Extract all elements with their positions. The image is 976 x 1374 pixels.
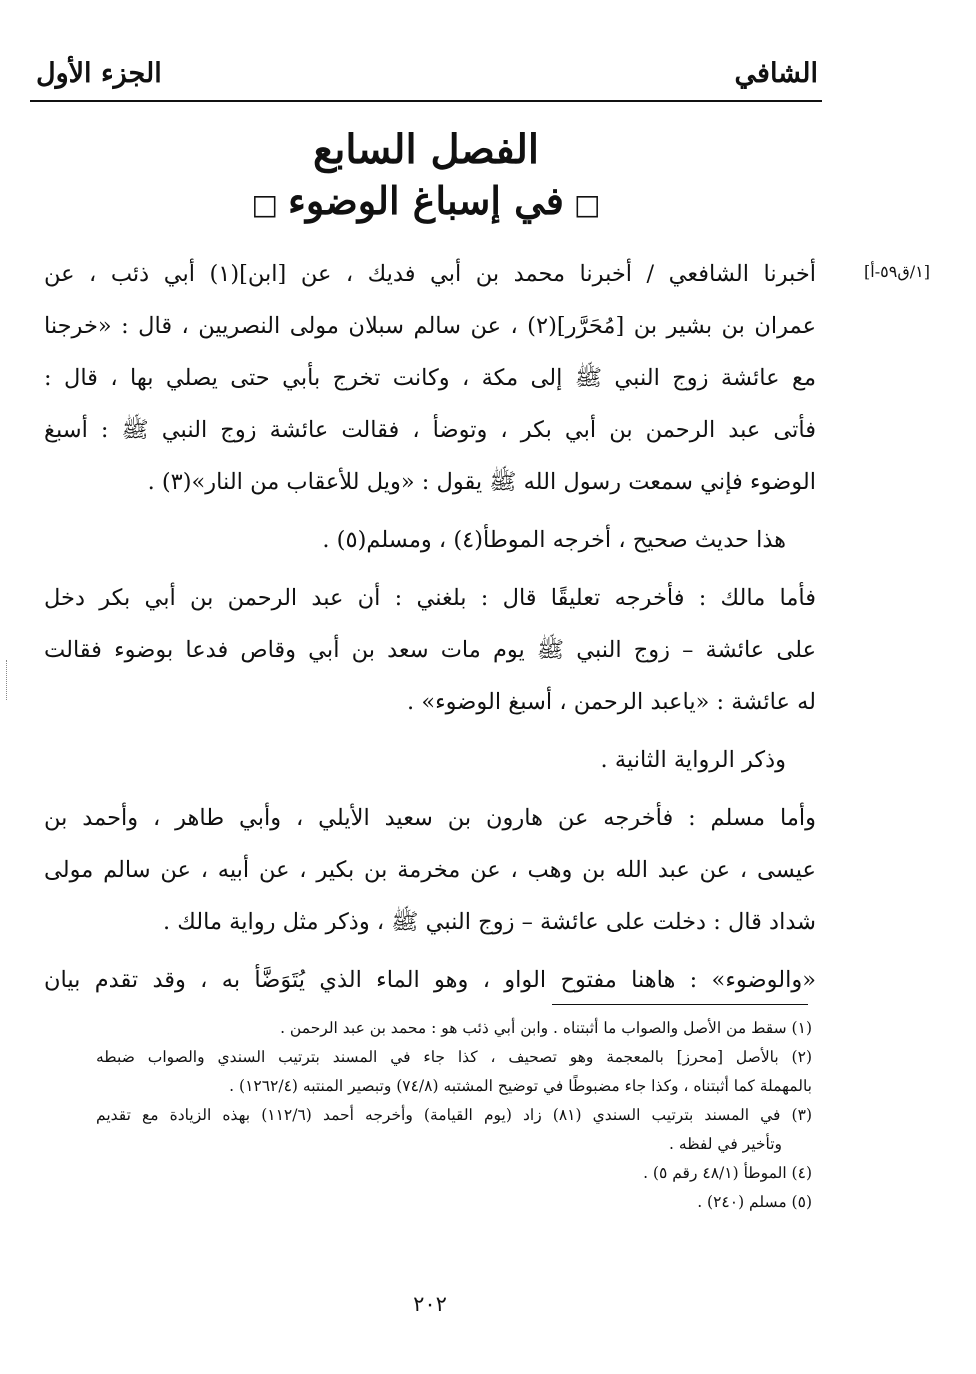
- chapter-subtitle-row: [30, 178, 822, 223]
- main-text: [44, 248, 816, 1006]
- page-number: ٢٠٢: [413, 1292, 447, 1316]
- footnote-line: (٤) الموطأ (٤٨/١ رقم ٥) .: [643, 1164, 812, 1182]
- manuscript-folio-note: [١/ق٥٩-أ]: [864, 262, 930, 281]
- chapter-title: الفصل السابع: [312, 126, 540, 173]
- footnote-divider: [552, 1004, 808, 1005]
- book-title: الشافي: [734, 58, 818, 89]
- text-line: مع عائشة زوج النبي ﷺ إلى مكة ، وكانت تخرج بأبي حتى يصلي بها ، قال :: [44, 365, 816, 391]
- square-ornament-icon: □: [251, 188, 279, 221]
- text-line: شداد قال : دخلت على عائشة – زوج النبي ﷺ ، وذكر مثل رواية مالك .: [163, 909, 816, 935]
- text-line: عمران بن بشير بن [مُحَرَّر](٢) ، عن سالم سبلان مولى النصريين ، قال : «خرجنا: [44, 313, 816, 339]
- text-line: الوضوء فإني سمعت رسول الله ﷺ يقول : «ويل للأعقاب من النار»(٣) .: [147, 469, 816, 495]
- footnote-line: (٢) بالأصل [محرز] بالمعجمة وهو تصحيف ، كذا جاء في المسند بترتيب السندي والصواب ضبطه: [96, 1048, 812, 1066]
- text-line: «والوضوء» : هاهنا مفتوح الواو ، وهو الماء الذي يُتَوَضَّأ به ، وقد تقدم بيان: [44, 967, 816, 993]
- running-header: [30, 52, 822, 102]
- text-line: فأما مالك : فأخرجه تعليقًا قال : بلغني : أن عبد الرحمن بن أبي بكر دخل: [44, 585, 816, 611]
- footnote-line: بالمهملة كما أثبتناه ، وكذا جاء مضبوطًا في توضيح المشتبه (٧٤/٨) وتبصير المنتبه (١٢٦٢/٤) .: [229, 1077, 812, 1095]
- footnote-line: (٥) مسلم (٢٤٠) .: [697, 1193, 812, 1211]
- scan-edge-mark: [6, 660, 9, 700]
- text-line: فأتى عبد الرحمن بن أبي بكر ، وتوضأ ، فقالت عائشة زوج النبي ﷺ : أسبغ: [44, 417, 816, 443]
- text-line: وذكر الرواية الثانية .: [600, 747, 786, 773]
- text-line: هذا حديث صحيح ، أخرجه الموطأ(٤) ، ومسلم(٥) .: [322, 527, 786, 553]
- text-line: له عائشة : «ياعبد الرحمن ، أسبغ الوضوء» .: [407, 689, 816, 715]
- square-ornament-icon: □: [573, 188, 601, 221]
- text-line: عيسى ، عن عبد الله بن وهب ، عن مخرمة بن بكير ، عن أبيه ، عن سالم مولى: [44, 857, 816, 883]
- footnote-line: وتأخير في لفظه .: [669, 1135, 782, 1153]
- footnotes: [96, 1014, 812, 1217]
- volume-label: الجزء الأول: [36, 58, 162, 89]
- chapter-subtitle: في إسباغ الوضوء: [288, 178, 564, 223]
- footnote-line: (١) سقط من الأصل والصواب ما أثبتناه . وابن أبي ذئب هو : محمد بن عبد الرحمن .: [280, 1019, 812, 1037]
- footnote-line: (٣) في المسند بترتيب السندي (٨١) زاد (يوم القيامة) وأخرجه أحمد (١١٢/٦) بهذه الزيادة مع تقديم: [96, 1106, 812, 1124]
- text-line: وأما مسلم : فأخرجه عن هارون بن سعيد الأيلي ، وأبي طاهر ، وأحمد بن: [44, 805, 816, 831]
- text-line: أخبرنا الشافعي / أخبرنا محمد بن أبي فديك ، عن [ابن](١) أبي ذئب ، عن: [44, 261, 816, 287]
- text-line: على عائشة – زوج النبي ﷺ يوم مات سعد بن أبي وقاص فدعا بوضوء فقالت: [44, 637, 816, 663]
